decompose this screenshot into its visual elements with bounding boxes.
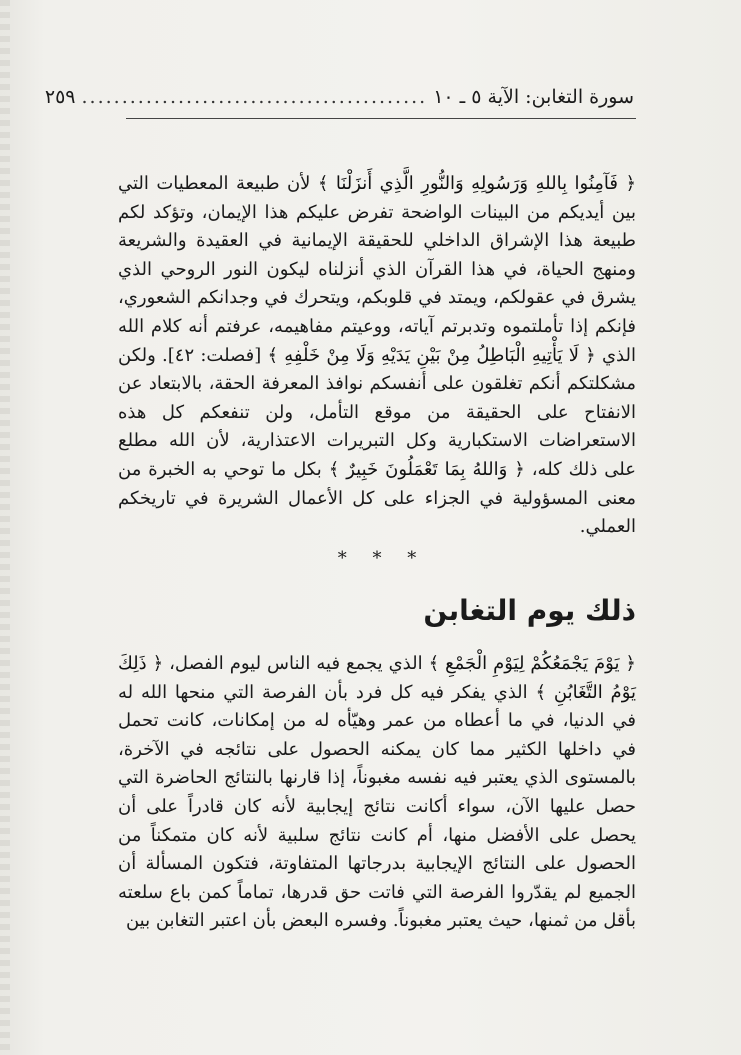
paragraph-text: الذي يجمع فيه الناس ليوم الفصل، bbox=[163, 653, 429, 674]
quran-verse: ﴿ لَا يَأْتِيهِ الْبَاطِلُ مِنْ بَيْنِ يَدَيْهِ وَلَا مِنْ خَلْفِهِ ﴾ bbox=[267, 344, 596, 366]
quran-verse: ﴿ فَآمِنُوا بِاللهِ وَرَسُولِهِ وَالنُّورِ الَّذِي أَنزَلْنَا ﴾ bbox=[317, 173, 636, 194]
paragraph-text: الذي يفكر فيه كل فرد بأن الفرصة التي منحها الله له في الدنيا، في ما أعطاه من عمر وهيّأه له من إمكانات، كانت تحمل في داخلها الكثير مما كان يمكنه الحصول على نتائجه في الآخرة، بالمستوى الذي يعتبر فيه نفسه مغبوناً، إذا قارنها بالنتائج الحاضرة التي حصل عليها الآن، سواء أكانت نتائج إيجابية لأنه كان قادراً على أن يحصل على الأفضل منها، أم كانت نتائج سلبية لأنه كان متمكناً من الحصول على النتائج الإيجابية بدرجاتها المتفاوتة، فتكون المسألة أن الجميع لم يقدّروا الفرصة التي فاتت حق قدرها، تماماً كمن باع سلعته بأقل من ثمنها، حيث يعتبر مغبوناً. وفسره البعض بأن اعتبر التغابن بين bbox=[118, 681, 636, 932]
paragraph-2 bbox=[118, 650, 636, 936]
binding-edge bbox=[0, 0, 10, 1055]
header-title: سورة التغابن: الآية ٥ ـ ١٠ bbox=[433, 86, 634, 108]
paragraph-text: بكل ما توحي به الخبرة من معنى المسؤولية في الجزاء على كل الأعمال الشريرة في تاريخكم العملي. bbox=[118, 458, 636, 538]
paragraph-text: لأن طبيعة المعطيات التي بين أيديكم من البينات الواضحة تفرض عليكم هذا الإيمان، وتؤكد لكم طبيعة هذا الإشراق الداخلي للحقيقة الإيمانية في العقيدة والشريعة ومنهج الحياة، في هذا القرآن الذي أنزلناه ليكون النور الروحي الذي يشرق في عقولكم، ويمتد في قلوبكم، ويتحرك في وجدانكم الشعوري، فإنكم إذا تأملتموه وتدبرتم آياته، ووعيتم مفاهيمه، عرفتم أنه كلام الله الذي bbox=[118, 173, 636, 366]
header-leader-dots: ........................................... bbox=[81, 86, 428, 108]
quran-verse: ﴿ وَاللهُ بِمَا تَعْمَلُونَ خَبِيرٌ ﴾ bbox=[328, 458, 525, 480]
running-header bbox=[44, 86, 634, 116]
quran-verse: ﴿ يَوْمَ يَجْمَعُكُمْ لِيَوْمِ الْجَمْعِ ﴾ bbox=[428, 653, 636, 674]
page-number: ٢٥٩ bbox=[44, 86, 76, 108]
quran-verse: ﴿ ذَلِكَ يَوْمُ التَّغَابُنِ ﴾ bbox=[118, 653, 636, 703]
paragraph-1 bbox=[118, 170, 636, 542]
paragraph-text: [فصلت: ٤٢]. ولكن مشكلتكم أنكم تغلقون على أنفسكم نوافذ المعرفة الحقة، بالابتعاد عن الانفتاح على الحقيقة من موقع التأمل، ولن تنفعكم كل هذه الاستعراضات الاستكبارية وكل التبريرات الاعتذارية، لأن الله مطلع على ذلك كله، bbox=[118, 344, 636, 480]
section-separator: * * * bbox=[337, 548, 417, 569]
header-rule bbox=[126, 118, 636, 119]
section-heading: ذلك يوم التغابن bbox=[423, 594, 636, 627]
